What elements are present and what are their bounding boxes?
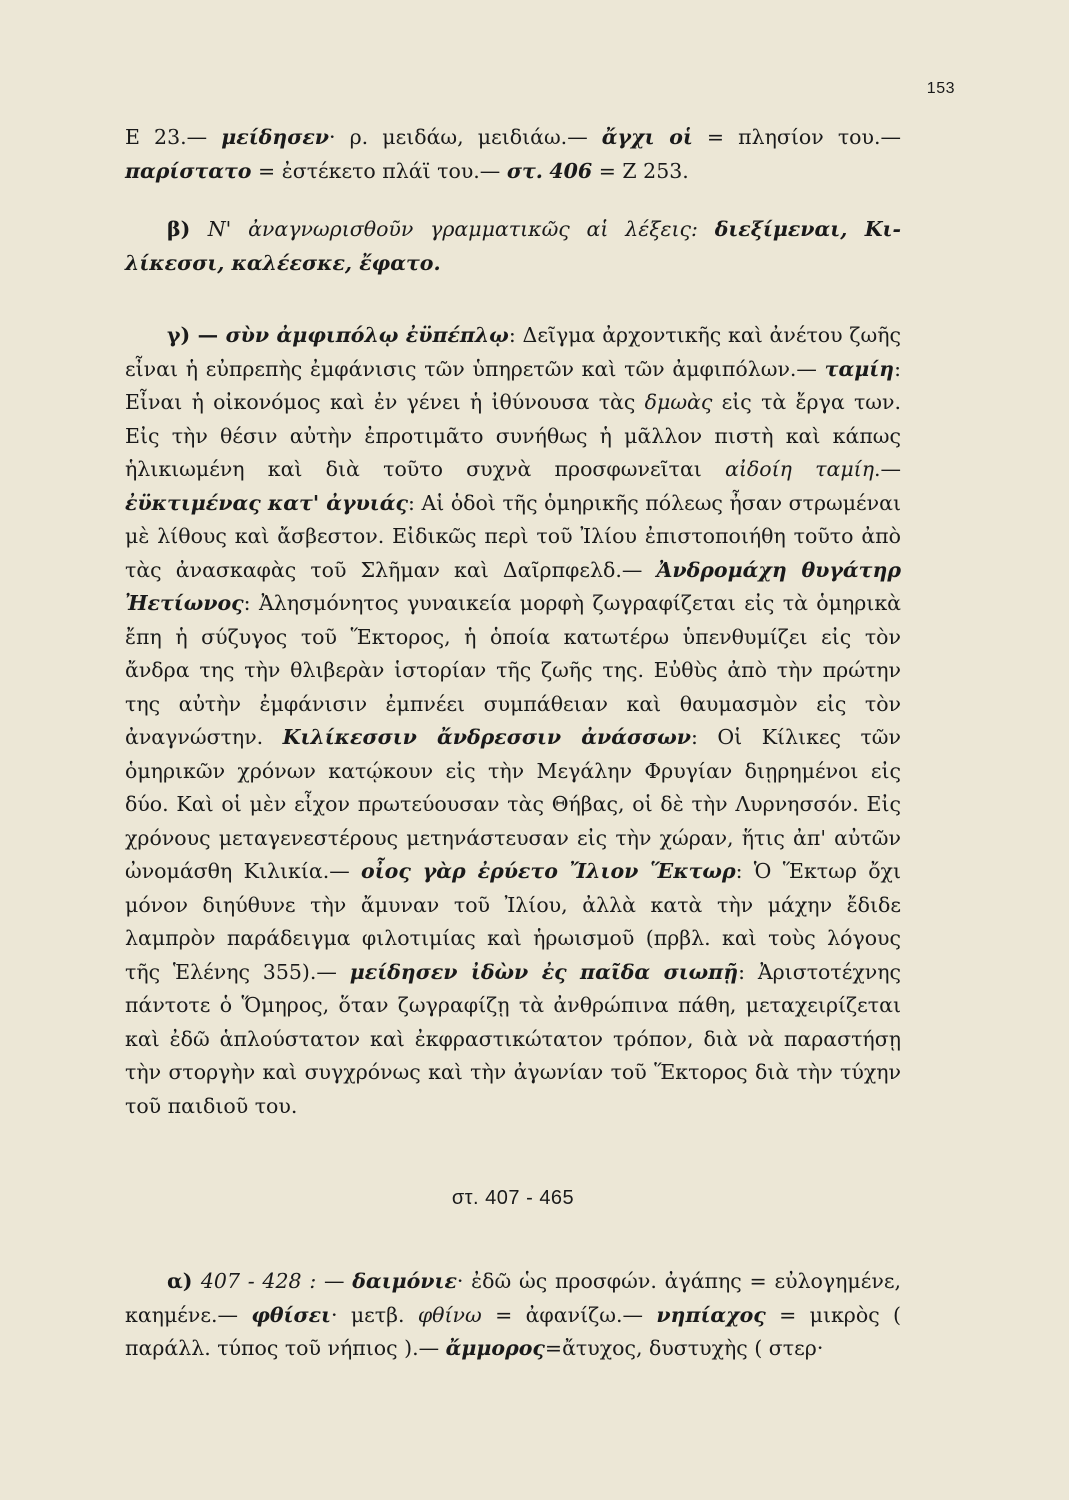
commentary-block-alpha	[125, 1265, 901, 1366]
lemma-amphipolo: σὺν ἀμφιπόλῳ ἐϋπέπλῳ	[225, 323, 509, 347]
exercise-words: διεξίμεναι, Κι-λίκεσσι, καλέεσκε, ἔφατο.	[125, 217, 901, 275]
lemma-nepiachos: νηπίαχος	[656, 1302, 766, 1327]
verse-ref: Ε 23.—	[125, 125, 222, 149]
lemma-kilikessin: Κιλίκεσσιν ἄνδρεσσιν ἀνάσσων	[282, 725, 691, 749]
exercise-gamma: γ) — σὺν ἀμφιπόλῳ ἐϋπέπλῳ: Δεῖγμα ἀρχοντικῆς καὶ ἀνέτου ζωῆς εἶναι ἡ εὐπρεπὴς ἐμφάνισις τῶν ὑπηρετῶν καὶ τῶν ἀμφιπόλων.— ταμίη: Εἶναι ἡ οἰκονόμος καὶ ἐν γένει ἡ ἰθύνουσα τὰς δμωὰς εἰς τὰ ἔργα των. Εἰς τὴν θέσιν αὐτὴν ἐπροτιμᾶτο συνήθως ἡ μᾶλλον πιστὴ καὶ κάπως ἡλικιωμένη καὶ διὰ τοῦτο συχνὰ προσφωνεῖται αἰδοίη ταμίη.— ἐϋκτιμένας κατ' ἀγυιάς: Αἱ ὁδοὶ τῆς ὁμηρικῆς πόλεως ἦσαν στρωμέναι μὲ λίθους καὶ ἄσβεστον. Εἰδικῶς περὶ τοῦ Ἰλίου ἐπιστοποιήθη τοῦτο ἀπὸ τὰς ἀνασκαφὰς τοῦ Σλῆμαν καὶ Δαῖρπφελδ.— Ἀνδρομάχη θυγάτηρ Ἠετίωνος: Ἀλησμόνητος γυναικεία μορφὴ ζωγραφίζεται εἰς τὰ ὁμηρικὰ ἔπη ἡ σύζυγος τοῦ Ἕκτορος, ἡ ὁποία κατωτέρω ὑπενθυμίζει εἰς τὸν ἄνδρα της τὴν θλιβερὰν ἱστορίαν τῆς ζωῆς της. Εὐθὺς ἀπὸ τὴν πρώτην της αὐτὴν ἐμφάνισιν ἐμπνέει συμπάθειαν καὶ θαυμασμὸν εἰς τὸν ἀναγνώστην. Κιλίκεσσιν ἄνδρεσσιν ἀνάσσων: Οἱ Κίλικες τῶν ὁμηρικῶν χρόνων κατῴκουν εἰς τὴν Μεγάλην Φρυγίαν διῃρημένοι εἰς δύο. Καὶ οἱ μὲν εἶχον πρωτεύουσαν τὰς Θήβας, οἱ δὲ τὴν Λυρνησσόν. Εἰς χρόνους μεταγενεστέρους μετηνάστευσαν εἰς τὴν χώραν, ἥτις ἀπ' αὐτῶν ὠνομάσθη Κιλικία.— οἶος γὰρ ἐρύετο Ἴλιον Ἕκτωρ: Ὁ Ἕκτωρ ὄχι μόνον διηύθυνε τὴν ἄμυναν τοῦ Ἰλίου, ἀλλὰ κατὰ τὴν μάχην ἔδιδε λαμπρὸν παράδειγμα φιλοτιμίας καὶ ἡρωισμοῦ (πρβλ. καὶ τοὺς λόγους τῆς Ἑλένης 355).— μείδησεν ἰδὼν ἐς παῖδα σιωπῇ: Ἀριστοτέχνης πάντοτε ὁ Ὅμηρος, ὅταν ζωγραφίζῃ τὰ ἀνθρώπινα πάθη, μεταχειρίζεται καὶ ἐδῶ ἁπλούστατον καὶ ἐκφραστικώτατον τρόπον, διὰ νὰ παραστήσῃ τὴν στοργὴν καὶ συγχρόνως καὶ τὴν ἀγωνίαν τοῦ Ἕκτορος διὰ τὴν τύχην τοῦ παιδιοῦ του.	[125, 323, 902, 1118]
exercise-alpha: α) 407 - 428 : — δαιμόνιε· ἐδῶ ὡς προσφών. ἀγάπης = εὐλογημένε, καημένε.— φθίσει· μετβ. φθίνω = ἀφανίζω.— νηπίαχος = μικρὸς ( παράλλ. τύπος τοῦ νήπιος ).— ἄμμορος=ἄτυχος, δυστυχὴς ( στερ·	[125, 1269, 902, 1360]
lemma-andromache: Ἀνδρομάχη θυγάτηρ Ἠετίωνος	[125, 557, 902, 615]
exercise-beta: β) Ν' ἀναγνωρισθοῦν γραμματικῶς αἱ λέξεις: διεξίμεναι, Κι-λίκεσσι, καλέεσκε, ἔφατο.	[125, 217, 901, 275]
verse-range: 407 - 428 :	[200, 1269, 317, 1293]
lemma-ammoros: ἄμμορος	[445, 1336, 545, 1360]
lemma-meidesen: μείδησεν	[221, 125, 330, 149]
section-heading: στ. 407 - 465	[451, 1187, 575, 1209]
commentary-block-top	[125, 121, 901, 280]
commentary-block-gamma	[125, 319, 901, 1123]
lemma-agchi: ἄγχι οἱ	[601, 125, 693, 149]
lemma-oios: οἶος γὰρ ἐρύετο Ἴλιον Ἕκτωρ	[361, 859, 736, 883]
note-e23: Ε 23.— μείδησεν· ρ. μειδάω, μειδιάω.— ἄγχι οἱ = πλησίον του.— παρίστατο = ἐστέκετο πλάϊ του.— στ. 406 = Ζ 253.	[125, 125, 901, 183]
marker-alpha: α)	[167, 1269, 201, 1293]
lemma-paristato: παρίστατο	[125, 158, 252, 183]
lemma-phthisei: φθίσει	[251, 1302, 331, 1327]
marker-gamma: γ) —	[167, 323, 226, 347]
lemma-tamie: ταμίη	[824, 356, 895, 381]
lemma-meidesen-idon: μείδησεν ἰδὼν ἐς παῖδα σιωπῇ	[349, 959, 739, 984]
marker-beta: β)	[167, 217, 208, 241]
lemma-daimonie: δαιμόνιε	[352, 1269, 457, 1293]
page-number: 153	[926, 80, 955, 97]
lemma-euktimenas: ἐϋκτιμένας κατ' ἀγυιάς	[125, 490, 408, 515]
